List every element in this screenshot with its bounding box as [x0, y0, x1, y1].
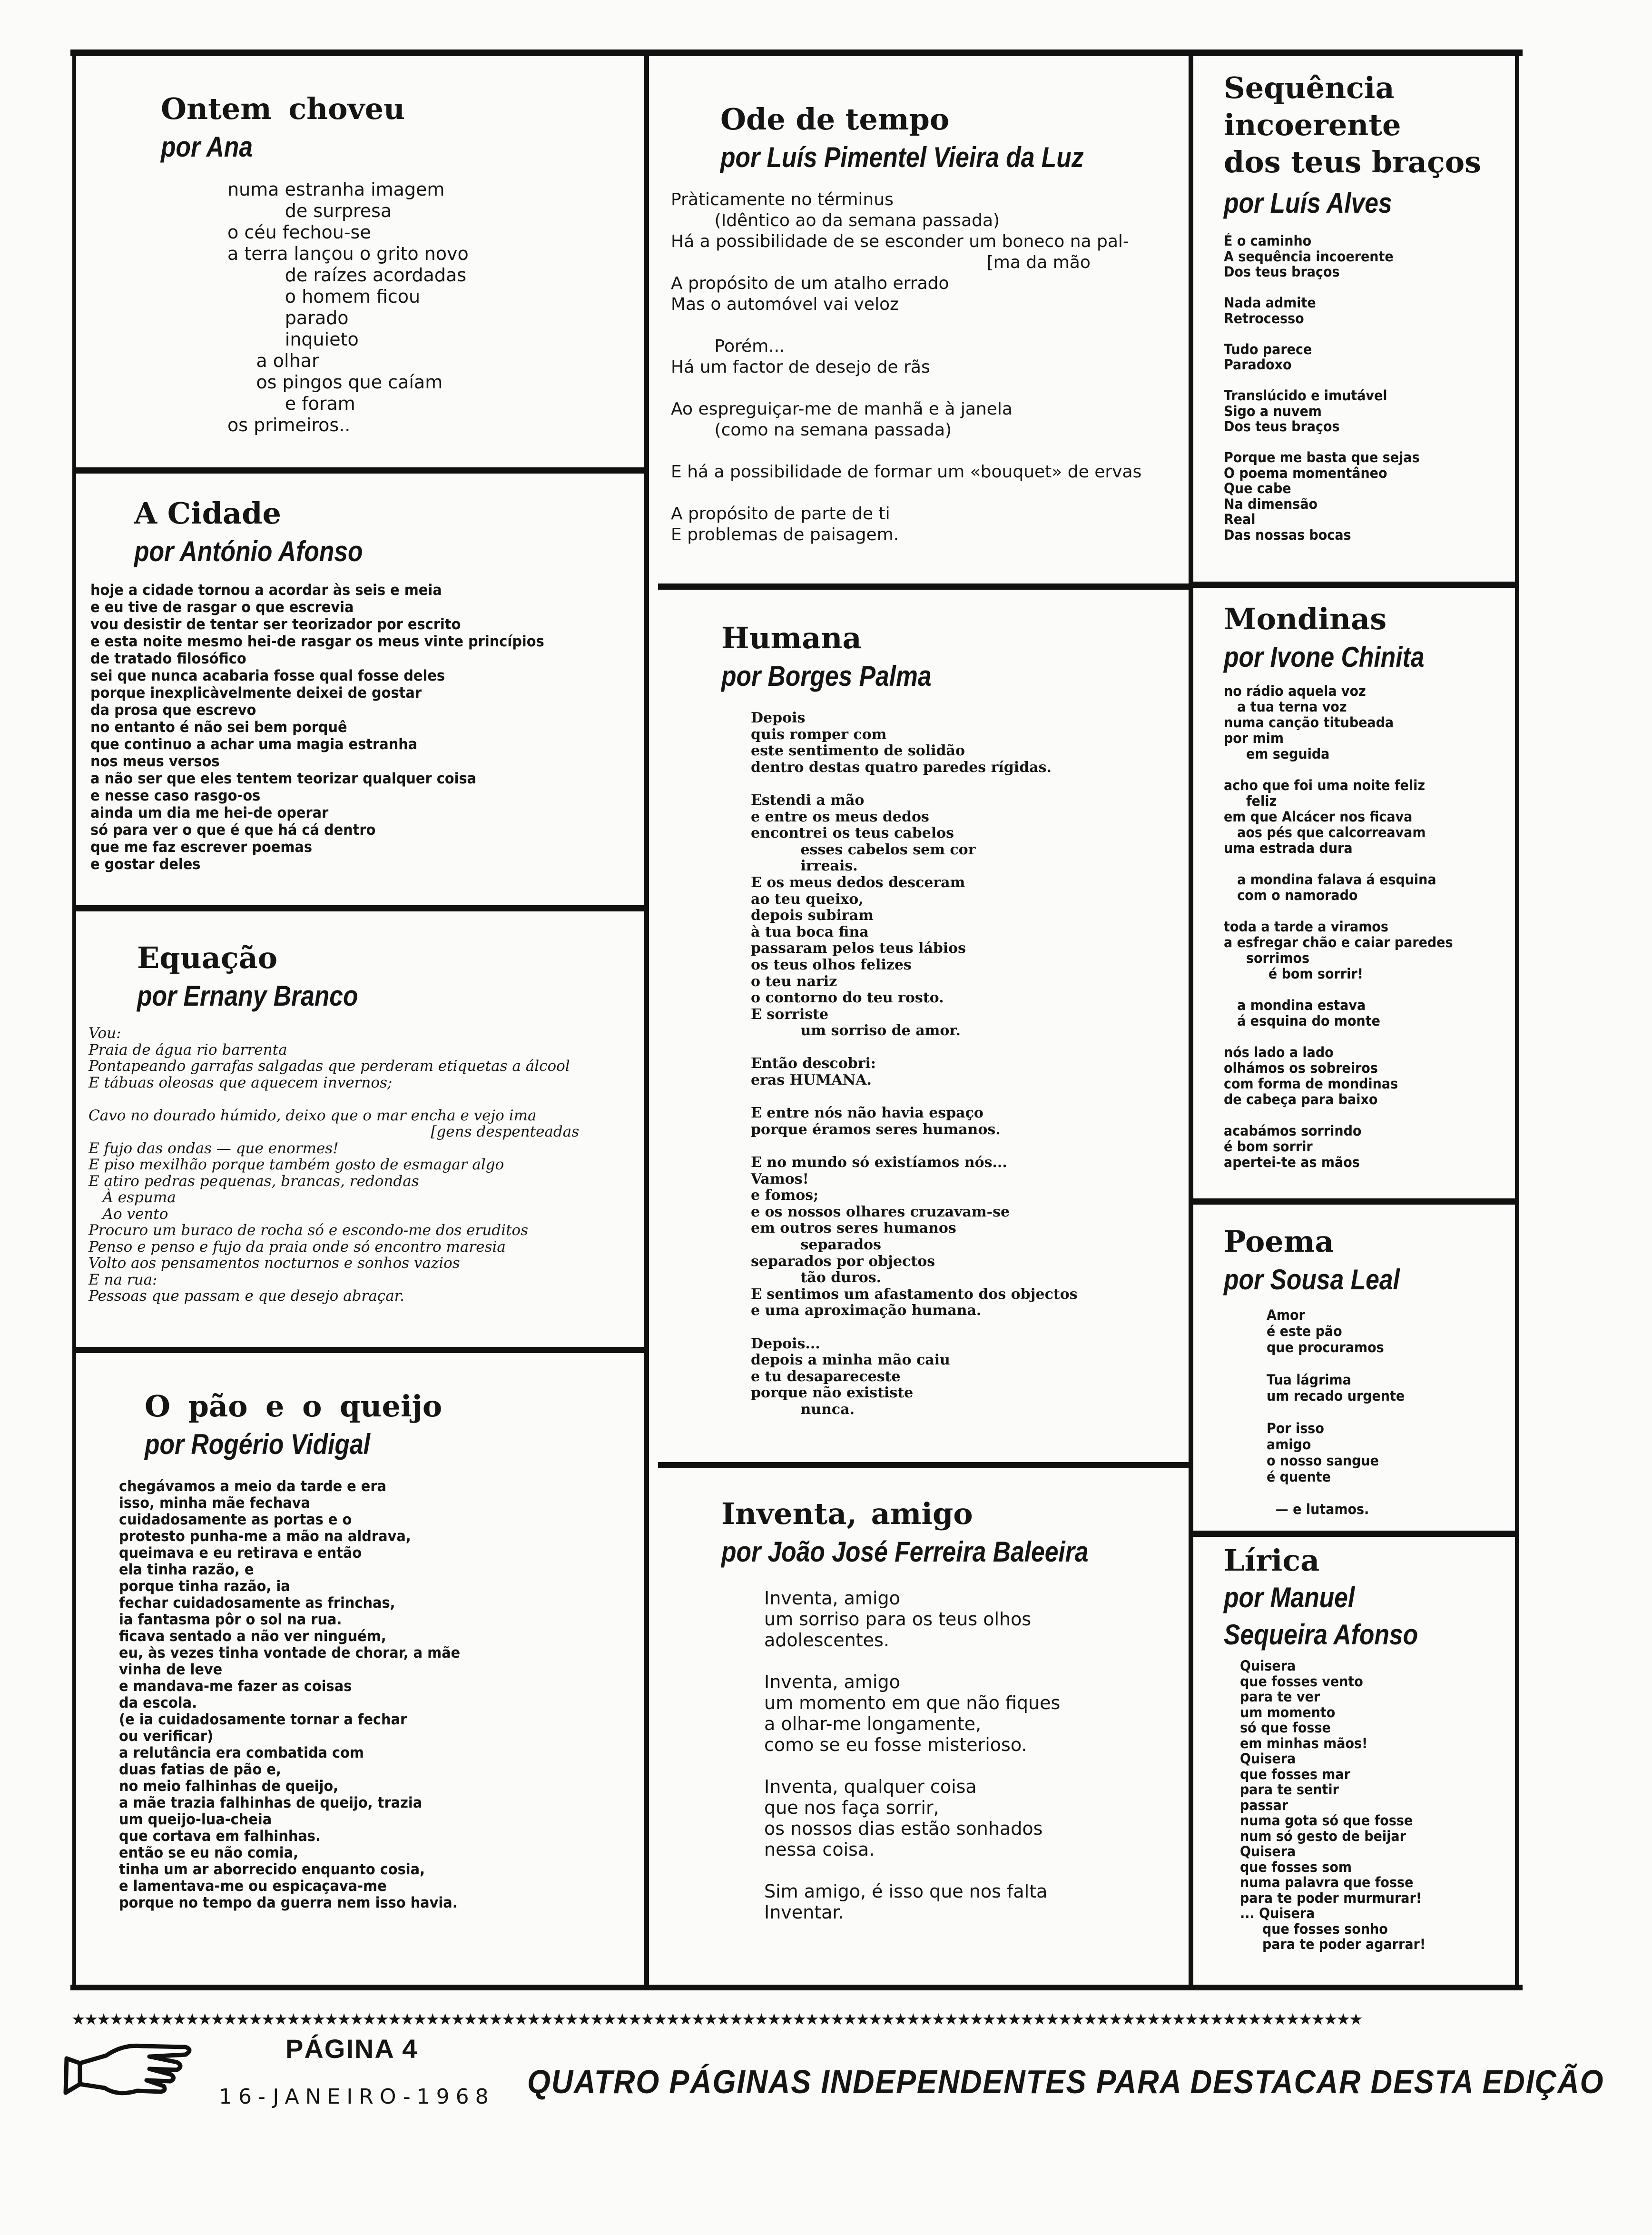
poem-body: Vou: Praia de água rio barrenta Pontapeando garrafas salgadas que perderam etiquetas a álcool E tábuas oleosas que aquecem invernos; Cavo no dourado húmido, deixo que o mar encha e vejo ima [gens despenteadas E fujo das ondas — que enormes! E piso mexilhão porque também gosto de esmagar algo E atiro pedras pequenas, brancas, redondas À espuma Ao vento Procuro um buraco de rocha só e escondo-me dos eruditos Penso e penso e fujo da praia onde só encontro maresia Volto aos pensamentos nocturnos e sonhos vazios E na rua: Pessoas que passam e que desejo abraçar. [88, 1025, 580, 1305]
poem-body: Pràticamente no términus (Idêntico ao da semana passada) Há a possibilidade de se esconder um boneco na pal- [ma da mão A propósito de um atalho errado Mas o automóvel vai veloz Porém... Há um factor de desejo de rãs Ao espreguiçar-me de manhã e à janela (como na semana passada) E há a possibilidade de formar um «bouquet» de ervas A propósito de parte de ti E problemas de paisagem. [671, 190, 1142, 544]
poem-body: numa estranha imagem de surpresa o céu fechou-se a terra lançou o grito novo de raízes acordadas o homem ficou parado inquieto a olhar os pingos que caíam e foram os primeiros.. [227, 179, 469, 435]
poem-author: por António Afonso [134, 535, 363, 567]
poem-title: Sequência incoerente dos teus braços [1224, 70, 1482, 179]
divider-left-2 [76, 905, 644, 911]
poem-sequencia-incoerente [1224, 69, 1481, 543]
poem-lirica [1224, 1542, 1450, 1952]
poem-ode-de-tempo [671, 101, 1143, 545]
poem-title: O pão e o queijo [145, 1389, 442, 1424]
poem-o-pao-e-o-queijo [119, 1388, 486, 1911]
poem-author: por Luís Pimentel Vieira da Luz [720, 141, 1084, 173]
poem-title: Ontem choveu [161, 91, 405, 126]
divider-right-3 [1193, 1531, 1515, 1537]
column-rule-1 [644, 55, 649, 1986]
right-column-rule [1515, 55, 1519, 1986]
poem-a-cidade [90, 495, 579, 873]
poem-title: Humana [721, 621, 862, 655]
left-column-rule-left [72, 55, 76, 1986]
poem-title: Lírica [1224, 1543, 1320, 1578]
divider-right-1 [1193, 582, 1515, 588]
poem-poema [1224, 1223, 1428, 1517]
divider-left-1 [76, 467, 644, 474]
poem-author: por Ivone Chinita [1224, 641, 1425, 673]
poem-title: Ode de tempo [720, 102, 950, 137]
poem-author: por Ernany Branco [137, 980, 358, 1012]
poem-mondinas [1224, 601, 1470, 1170]
poem-author: por Rogério Vidigal [145, 1428, 370, 1460]
poem-body: chegávamos a meio da tarde e era isso, minha mãe fechava cuidadosamente as portas e o protesto punha-me a mão na aldrava, queimava e eu retirava e então ela tinha razão, e porque tinha razão, ia fechar cuidadosamente as frinchas, ia fantasma pôr o sol na rua. ficava sentado a não ver ninguém, eu, às vezes tinha vontade de chorar, a mãe vinha de leve e mandava-me fazer as coisas da escola. (e ia cuidadosamente tornar a fechar ou verificar) a relutância era combatida com duas fatias de pão e, no meio falhinhas de queijo, a mãe trazia falhinhas de queijo, trazia um queijo-lua-cheia que cortava em falhinhas. então se eu não comia, tinha um ar aborrecido enquanto cosia, e lamentava-me ou espicaçava-me porque no tempo da guerra nem isso havia. [119, 1478, 461, 1911]
poem-author: por Luís Alves [1224, 187, 1392, 219]
poem-author: por Ana [161, 131, 253, 163]
poem-title: A Cidade [134, 496, 281, 531]
poem-body: É o caminho A sequência incoerente Dos teus braços Nada admite Retrocesso Tudo parece Paradoxo Translúcido e imutável Sigo a nuvem Dos teus braços Porque me basta que sejas O poema momentâneo Que cabe Na dimensão Real Das nossas bocas [1224, 233, 1420, 543]
poem-title: Mondinas [1224, 602, 1387, 636]
poem-title: Inventa, amigo [721, 1496, 973, 1531]
page-number: PÁGINA 4 [285, 2034, 418, 2064]
pointing-hand-icon [61, 2025, 199, 2116]
divider-left-3 [76, 1347, 644, 1353]
divider-mid-2 [658, 1462, 1189, 1468]
poem-body: hoje a cidade tornou a acordar às seis e meia e eu tive de rasgar o que escrevia vou desistir de tentar ser teorizador por escrito e esta noite mesmo hei-de rasgar os meus vinte princípios de tratado filosófico sei que nunca acabaria fosse qual fosse deles porque inexplicàvelmente deixei de gostar da prosa que escrevo no entanto é não sei bem porquê que continuo a achar uma magia estranha nos meus versos a não ser que eles tentem teorizar qualquer coisa e nesse caso rasgo-os ainda um dia me hei-de operar só para ver o que é que há cá dentro que me faz escrever poemas e gostar deles [90, 582, 544, 873]
divider-right-2 [1193, 1198, 1515, 1205]
poem-body: Depois quis romper com este sentimento de solidão dentro destas quatro paredes rígidas. Estendi a mão e entre os meus dedos encontrei os teus cabelos esses cabelos sem cor irreais. E os meus dedos desceram ao teu queixo, depois subiram à tua boca fina passaram pelos teus lábios os teus olhos felizes o teu nariz o contorno do teu rosto. E sorriste um sorriso de amor. Então descobri: eras HUMANA. E entre nós não havia espaço porque éramos seres humanos. E no mundo só existíamos nós... Vamos! e fomos; e os nossos olhares cruzavam-se em outros seres humanos separados separados por objectos tão duros. E sentimos um afastamento dos objectos e uma aproximação humana. Depois... depois a minha mão caiu e tu desapareceste porque não exististe nunca. [751, 710, 1078, 1418]
top-rule [70, 49, 1523, 56]
poem-author: por João José Ferreira Baleeira [721, 1536, 1089, 1568]
poem-author: por Sousa Leal [1224, 1264, 1400, 1296]
footer-slogan: QUATRO PÁGINAS INDEPENDENTES PARA DESTACAR DESTA EDIÇÃO [527, 2063, 1604, 2100]
poem-equacao [88, 939, 579, 1305]
column-rule-2 [1189, 55, 1193, 1986]
poem-author: por Borges Palma [721, 660, 932, 692]
divider-mid-1 [658, 583, 1189, 590]
bottom-rule [70, 1985, 1523, 1990]
poem-humana [721, 620, 1078, 1418]
poem-body: no rádio aquela voz a tua terna voz numa canção titubeada por mim em seguida acho que foi uma noite feliz feliz em que Alcácer nos ficava aos pés que calcorreavam uma estrada dura a mondina falava á esquina com o namorado toda a tarde a viramos a esfregar chão e caiar paredes sorrimos é bom sorrir! a mondina estava á esquina do monte nós lado a lado olhámos os sobreiros com forma de mondinas de cabeça para baixo acabámos sorrindo é bom sorrir apertei-te as mãos [1224, 683, 1453, 1170]
star-border: ★★★★★★★★★★★★★★★★★★★★★★★★★★★★★★★★★★★★★★★★★★★★★★★★★★★★★★★★★★★★★★★★★★★★★★★★★★★★★★★★★★★★★★★★★★★★★★★★★★★★★★ [71, 2011, 1362, 2028]
poem-body: Quisera que fosses vento para te ver um momento só que fosse em minhas mãos! Quisera que fosses mar para te sentir passar numa gota só que fosse num só gesto de beijar Quisera que fosses som numa palavra que fosse para te poder murmurar! ... Quisera que fosses sonho para te poder agarrar! [1240, 1658, 1426, 1952]
poem-body: Inventa, amigo um sorriso para os teus olhos adolescentes. Inventa, amigo um momento em que não fiques a olhar-me longamente, como se eu fosse misterioso. Inventa, qualquer coisa que nos faça sorrir, os nossos dias estão sonhados nessa coisa. Sim amigo, é isso que nos falta Inventar. [764, 1588, 1061, 1923]
poem-inventa-amigo [721, 1495, 1148, 1923]
poem-title: Equação [137, 940, 278, 975]
poem-ontem-choveu [161, 90, 469, 436]
issue-date: 16-JANEIRO-1968 [219, 2085, 495, 2109]
poem-title: Poema [1224, 1224, 1334, 1259]
poem-author: por Manuel Sequeira Afonso [1224, 1582, 1418, 1651]
poem-body: Amor é este pão que procuramos Tua lágrima um recado urgente Por isso amigo o nosso sangue é quente — e lutamos. [1267, 1307, 1405, 1517]
